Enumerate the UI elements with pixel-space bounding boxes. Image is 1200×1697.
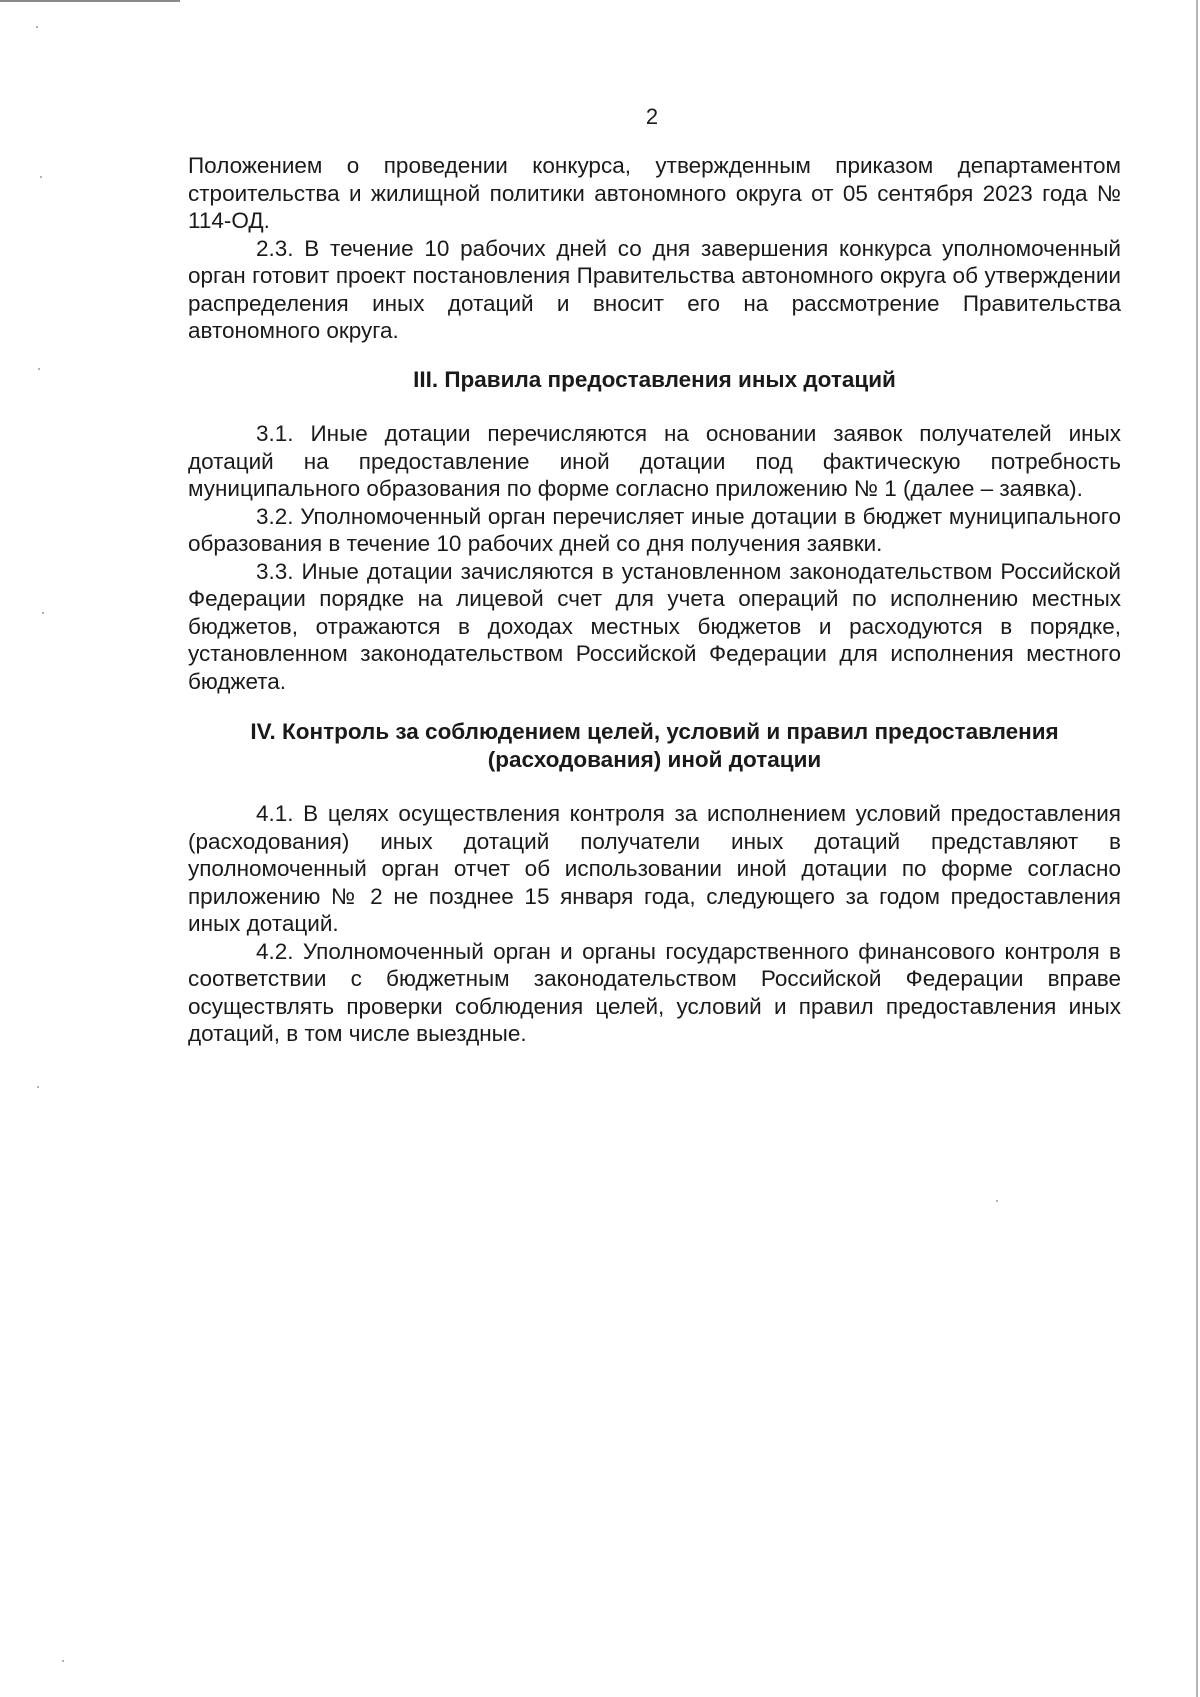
paragraph-3-3: 3.3. Иные дотации зачисляются в установленном законодательством Российской Федерации порядке на лицевой счет для учета операций по исполнению местных бюджетов, отражаются в доходах местных бюджетов и расходуются в порядке, установленном законодательством Российской Федерации для исполнения местного бюджета. xyxy=(188,558,1121,694)
scan-speck xyxy=(42,612,44,614)
section-4-heading-line-1: IV. Контроль за соблюдением целей, условий и правил предоставления xyxy=(250,719,1059,744)
page-number: 2 xyxy=(645,104,659,129)
paragraph-3-2: 3.2. Уполномоченный орган перечисляет иные дотации в бюджет муниципального образования в течение 10 рабочих дней со дня получения заявки. xyxy=(188,503,1121,556)
scan-speck xyxy=(36,26,38,28)
scan-speck xyxy=(62,1660,64,1662)
paragraph-4-2: 4.2. Уполномоченный орган и органы государственного финансового контроля в соответствии с бюджетным законодательством Российской Федерации вправе осуществлять проверки соблюдения целей, условий и правил предоставления иных дотаций, в том числе выездные. xyxy=(188,938,1121,1046)
section-3-heading: III. Правила предоставления иных дотаций xyxy=(413,366,896,392)
scan-speck xyxy=(37,1086,39,1088)
paragraph-2-3: 2.3. В течение 10 рабочих дней со дня завершения конкурса уполномоченный орган готовит проект постановления Правительства автономного округа об утверждении распределения иных дотаций и вносит его на рассмотрение Правительства автономного округа. xyxy=(188,235,1121,343)
scan-right-edge xyxy=(1196,0,1198,1697)
paragraph-3-1: 3.1. Иные дотации перечисляются на основании заявок получателей иных дотаций на предоставление иной дотации под фактическую потребность муниципального образования по форме согласно приложению № 1 (далее – заявка). xyxy=(188,421,1121,501)
document-body xyxy=(188,152,1121,1048)
paragraph-continuation: Положением о проведении конкурса, утвержденным приказом департаментом строительства и жилищной политики автономного округа от 05 сентября 2023 года № 114-ОД. xyxy=(188,153,1121,233)
scan-top-rule xyxy=(0,0,180,2)
scan-speck xyxy=(38,368,40,370)
section-4-heading-line-2: (расходования) иной дотации xyxy=(487,746,822,772)
paragraph-4-1: 4.1. В целях осуществления контроля за исполнением условий предоставления (расходования) иных дотаций получатели иных дотаций представляют в уполномоченный орган отчет об использовании иной дотации по форме согласно приложению № 2 не позднее 15 января года, следующего за годом предоставления иных дотаций. xyxy=(188,801,1121,936)
section-4-heading xyxy=(188,718,1121,773)
scan-speck xyxy=(996,1200,998,1202)
scan-speck xyxy=(40,176,42,178)
